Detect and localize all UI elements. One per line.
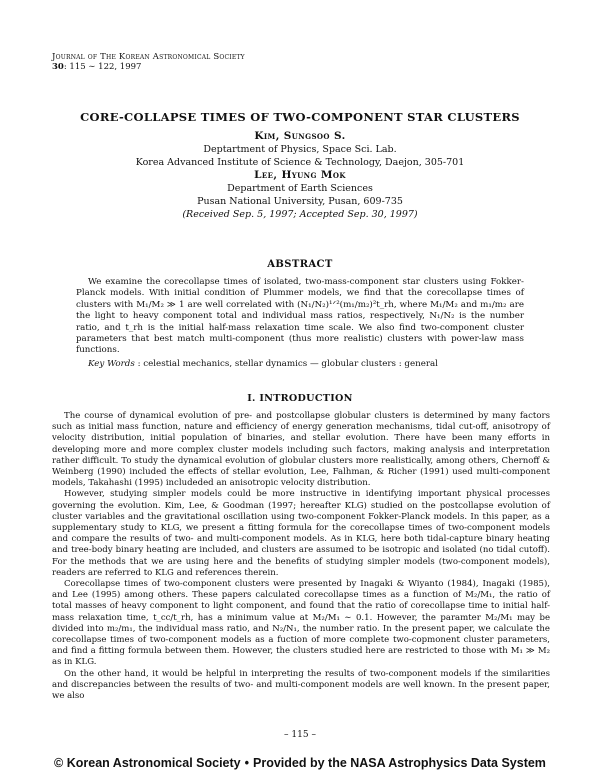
paper-title: CORE-COLLAPSE TIMES OF TWO-COMPONENT STAR CLUSTERS <box>80 110 520 124</box>
author-name-2: Lee, Hyung Mok <box>254 169 346 181</box>
author-block <box>0 130 600 221</box>
keywords-text: : celestial mechanics, stellar dynamics — globular clusters : general <box>137 359 438 369</box>
journal-citation <box>52 62 245 72</box>
paragraph: Corecollapse times of two-component clusters were presented by Inagaki & Wiyanto (1984), Inagaki (1985), and Lee (1995) among others. These papers calculated corecollapse times as a function of M₂/M₁, the ratio of total masses of heavy component to light component, and found that the ratio of corecollapse time to initial half-mass relaxation time, t_cc/t_rh, has a minimum value at M₂/M₁ ∼ 0.1. However, the paramter M₂/M₁ may be divided into m₂/m₁, the individual mass ratio, and N₂/N₁, the number ratio. In the present paper, we calculate the corecollapse times of two-component models as a fuction of more complete two-copmonent cluster parameters, and find a fitting formula between them. However, the clusters studied here are restricted to those with M₁ ≫ M₂ as in KLG. <box>52 579 550 668</box>
affiliation-1-line-2: Korea Advanced Institute of Science & Technology, Daejon, 305-701 <box>135 157 465 168</box>
paragraph: The course of dynamical evolution of pre- and postcollapse globular clusters is determined by many factors such as initial mass function, nature and efficiency of energy generation mechanisms, tidal cut-off, anisotropy of velocity distribution, initial population of binaries, and stellar evolution. There have been many efforts in developing more and more complex cluster models including such factors, making analysis and interpretation rather difficult. To study the dynamical evolution of globular clusters more realistically, among others, Chernoff & Weinberg (1990) included the effects of stellar evolution, Lee, Falhman, & Richer (1991) used multi-component models, Takahashi (1995) includeded an anisotropic velocity distribution. <box>52 411 550 489</box>
journal-name: Journal of The Korean Astronomical Society <box>52 52 245 62</box>
author-name-1: Kim, Sungsoo S. <box>254 130 346 142</box>
paragraph: On the other hand, it would be helpful in interpreting the results of two-component models if the similarities and discrepancies between the results of two- and multi-component models are well known. In the present paper, we also <box>52 668 550 702</box>
abstract-heading: ABSTRACT <box>267 259 333 270</box>
footer-ads-link[interactable]: Provided by the NASA Astrophysics Data System <box>253 756 546 770</box>
section-heading: I. INTRODUCTION <box>247 393 353 404</box>
keywords-label: Key Words <box>88 359 135 369</box>
received-dates: (Received Sep. 5, 1997; Accepted Sep. 30, 1997) <box>182 209 418 220</box>
affiliation-2-line-1: Department of Earth Sciences <box>227 183 373 194</box>
section-body <box>52 411 550 702</box>
journal-volume: 30 <box>52 62 64 72</box>
affiliation-2-line-2: Pusan National University, Pusan, 609-735 <box>197 196 403 207</box>
page-number: – 115 – <box>284 730 316 740</box>
footer-copyright: © Korean Astronomical Society <box>54 756 241 770</box>
footer-separator: • <box>244 756 250 770</box>
journal-pages: : 115 ∼ 122, 1997 <box>63 62 142 72</box>
footer-bar <box>0 756 600 770</box>
keywords <box>88 359 528 369</box>
paragraph: However, studying simpler models could be more instructive in identifying important physical processes governing the evolution. Kim, Lee, & Goodman (1997; hereafter KLG) studied on the postcollapse evolution of cluster variables and the gravitational oscillation using two-component Fokker-Planck models. In this paper, as a supplementary study to KLG, we present a fitting formula for the corecollapse times of two-component models and compare the results of two- and multi-component models. As in KLG, here both tidal-capture binary heating and tree-body binary heating are included, and clusters are assumed to be isotropic and isolated (no tidal cutoff). For the methods that we are using here and the benefits of studying simpler models (two-component models), readers are referred to KLG and references therein. <box>52 489 550 578</box>
affiliation-1-line-1: Deptartment of Physics, Space Sci. Lab. <box>203 144 397 155</box>
journal-header <box>52 52 245 72</box>
abstract-text: We examine the corecollapse times of isolated, two-mass-component star clusters using Fokker-Planck models. With initial condition of Plummer models, we find that the corecollapse times of clusters with M₁/M₂ ≫ 1 are well correlated with (N₁/N₂)¹ᐟ²(m₁/m₂)²t_rh, where M₁/M₂ and m₁/m₂ are the light to heavy component total and individual mass ratios, respectively, N₁/N₂ is the number ratio, and t_rh is the initial half-mass relaxation time scale. We also find two-component cluster parameters that best match multi-component (thus more realistic) clusters with power-law mass functions. <box>76 277 524 356</box>
